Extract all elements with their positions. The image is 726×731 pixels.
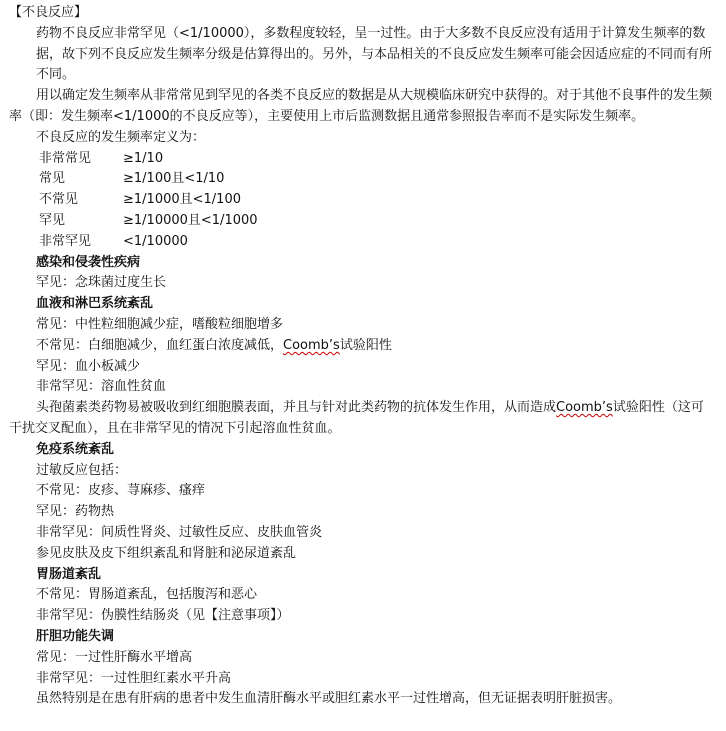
freq-value: ≥1/10 <box>123 150 164 166</box>
intro-paragraph-1-text: 药物不良反应非常罕见（<1/10000），多数程度较轻，呈一过性。由于大多数不良反应没有适用于计算发生频率的数据，故下列不良反应发生频率分级是估算得出的。另外，与本品相关的不良反应发生频率可能会因适应症的不同而有所不同。 <box>36 25 713 83</box>
gi-very-rare: 非常罕见：伪膜性结肠炎（见【注意事项】） <box>36 608 290 624</box>
intro-paragraph-2-text: 用以确定发生频率从非常常见到罕见的各类不良反应的数据是从大规模临床研究中获得的。对于其他不良事件的发生频率（即：发生频率<1/1000的不良反应等），主要使用上市后监测数据且通常参照报告率而不是实际发生频率。 <box>9 88 713 124</box>
blood-note-pre: 头孢菌素类药物易被吸收到红细胞膜表面，并且与针对此类药物的抗体发生作用，从而造成 <box>36 400 557 416</box>
immune-uncommon: 不常见：皮疹、荨麻疹、瘙痒 <box>36 483 206 499</box>
freq-row <box>9 190 716 211</box>
freq-label: 罕见 <box>39 212 66 228</box>
blood-rare: 罕见：血小板减少 <box>36 358 141 374</box>
blood-very-rare: 非常罕见：溶血性贫血 <box>36 379 167 395</box>
freq-row <box>9 232 716 253</box>
infections-heading: 感染和侵袭性疾病 <box>36 254 141 270</box>
blood-heading: 血液和淋巴系统紊乱 <box>36 296 154 312</box>
intro-paragraph-2 <box>9 86 716 128</box>
intro-paragraph-1 <box>9 24 716 86</box>
document <box>9 3 716 710</box>
immune-very-rare: 非常罕见：间质性肾炎、过敏性反应、皮肤血管炎 <box>36 524 323 540</box>
freq-row <box>9 169 716 190</box>
freq-row <box>9 211 716 232</box>
freq-value: <1/10000 <box>123 233 188 249</box>
definition-heading: 不良反应的发生频率定义为： <box>36 129 206 145</box>
infections-rare: 罕见：念珠菌过度生长 <box>36 275 167 291</box>
freq-value: ≥1/1000且<1/100 <box>123 192 241 208</box>
freq-value: ≥1/100且<1/10 <box>123 171 225 187</box>
blood-note-post: 试验阳性（这可干扰交叉配血），且在非常罕见的情况下引起溶血性贫血。 <box>9 400 704 436</box>
coomb-term: Coomb’s <box>556 400 613 416</box>
blood-uncommon-pre: 不常见：白细胞减少，血红蛋白浓度减低， <box>36 337 284 353</box>
freq-label: 常见 <box>39 171 66 187</box>
blood-common: 常见：中性粒细胞减少症，嗜酸粒细胞增多 <box>36 316 284 332</box>
freq-value: ≥1/10000且<1/1000 <box>123 212 258 228</box>
hepato-common: 常见：一过性肝酶水平增高 <box>36 649 193 665</box>
hepato-heading: 肝胆功能失调 <box>36 628 115 644</box>
gi-heading: 胃肠道紊乱 <box>36 566 102 582</box>
gi-uncommon: 不常见：胃肠道紊乱，包括腹泻和恶心 <box>36 587 258 603</box>
blood-uncommon <box>9 336 716 357</box>
blood-note <box>9 398 716 440</box>
immune-rare: 罕见：药物热 <box>36 504 115 520</box>
frequency-table <box>9 149 716 253</box>
hepato-note: 虽然特别是在患有肝病的患者中发生血清肝酶水平或胆红素水平一过性增高，但无证据表明肝脏损害。 <box>36 691 622 707</box>
immune-allergy: 过敏反应包括： <box>36 462 128 478</box>
blood-uncommon-post: 试验阳性 <box>339 337 392 353</box>
freq-label: 非常罕见 <box>39 233 92 249</box>
hepato-very-rare: 非常罕见：一过性胆红素水平升高 <box>36 670 232 686</box>
immune-heading: 免疫系统紊乱 <box>36 441 115 457</box>
section-title: 【不良反应】 <box>9 5 88 20</box>
freq-row <box>9 149 716 170</box>
coomb-term: Coomb’s <box>283 337 340 353</box>
freq-label: 不常见 <box>39 192 79 208</box>
immune-see-also: 参见皮肤及皮下组织紊乱和肾脏和泌尿道紊乱 <box>36 545 297 561</box>
freq-label: 非常常见 <box>39 150 92 166</box>
